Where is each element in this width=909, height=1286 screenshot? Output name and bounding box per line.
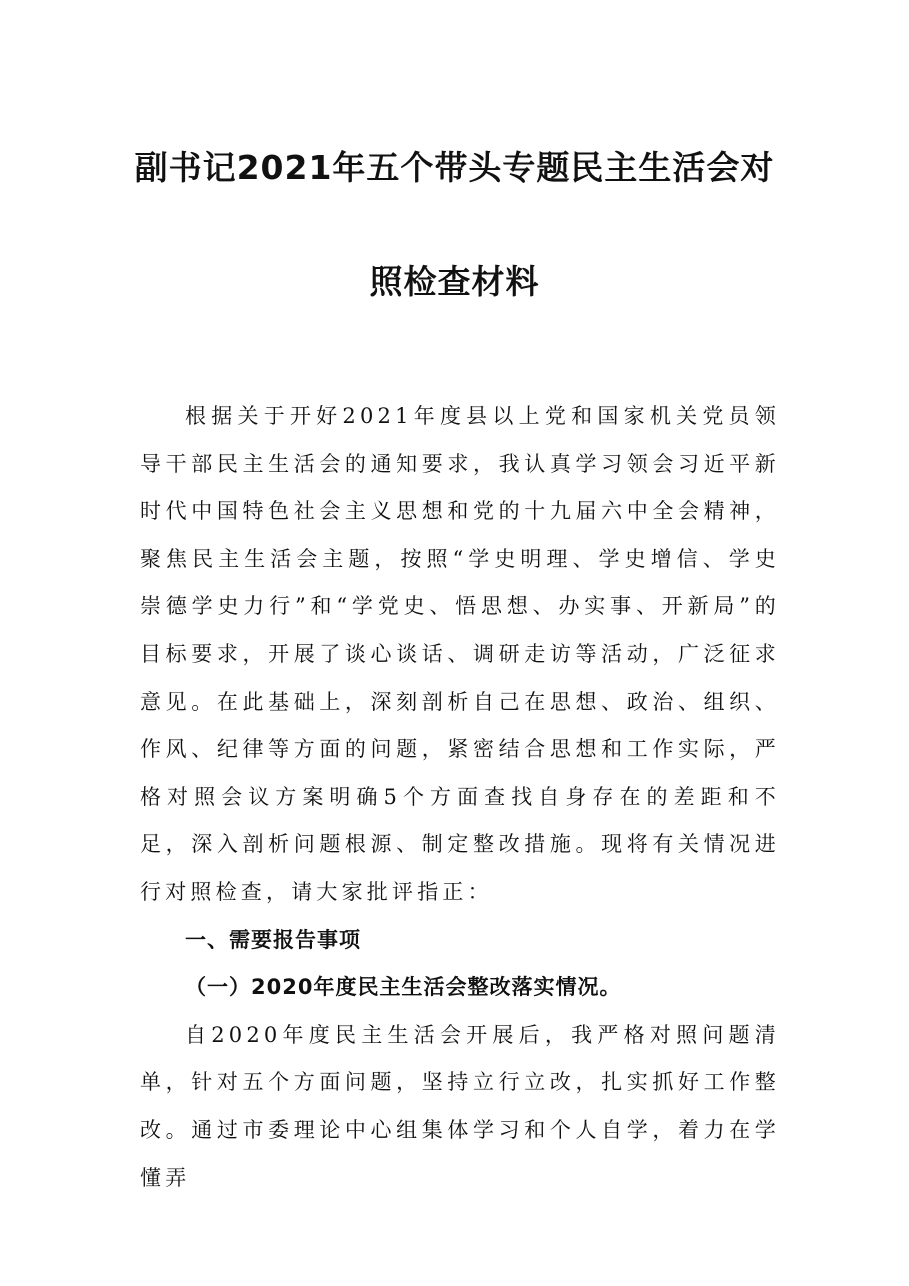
document-body [140,393,780,1202]
document-title-line-2: 照检查材料 [369,262,540,301]
subsection-heading: （一）2020年度民主生活会整改落实情况。 [185,975,622,1000]
intro-paragraph: 根据关于开好2021年度县以上党和国家机关党员领导干部民主生活会的通知要求，我认真学习领会习近平新时代中国特色社会主义思想和党的十九届六中全会精神，聚焦民主生活会主题，按照“学史明理、学史增信、学史崇德学史力行”和“学党史、悟思想、办实事、开新局”的目标要求，开展了谈心谈话、调研走访等活动，广泛征求意见。在此基础上，深刻剖析自己在思想、政治、组织、作风、纪律等方面的问题，紧密结合思想和工作实际，严格对照会议方案明确5个方面查找自身存在的差距和不足，深入剖析问题根源、制定整改措施。现将有关情况进行对照检查，请大家批评指正： [140,404,780,904]
section-paragraph: 自2020年度民主生活会开展后，我严格对照问题清单，针对五个方面问题，坚持立行立改，扎实抓好工作整改。通过市委理论中心组集体学习和个人自学，着力在学懂弄 [140,1022,780,1190]
section-heading: 一、需要报告事项 [185,927,361,952]
document-title-line-1: 副书记2021年五个带头专题民主生活会对 [134,148,775,187]
